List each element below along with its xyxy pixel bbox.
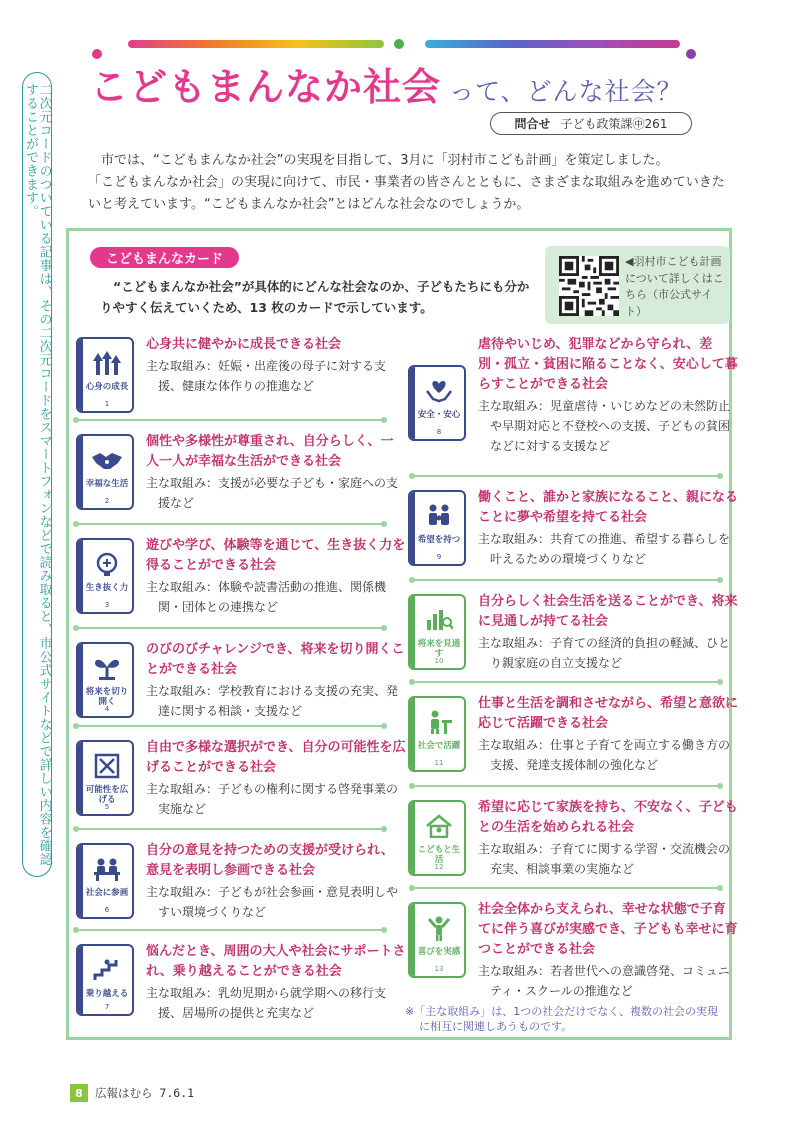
issue-label: 広報はむら 7.6.1: [95, 1086, 195, 1100]
divider: [76, 419, 384, 421]
card-body: [146, 882, 408, 922]
expand-icon: [92, 752, 122, 780]
brain-icon: [92, 550, 122, 578]
title-main: こどもまんなか社会: [90, 65, 442, 109]
card-body-text: 主な取組み：体験や読書活動の推進、関係機関・団体との連携など: [146, 580, 387, 614]
card-body-text: 主な取組み：子育ての経済的負担の軽減、ひとり親家庭の自立支援など: [478, 636, 731, 670]
side-note: [22, 72, 52, 877]
card-body: [146, 473, 408, 513]
card-icon-box: [76, 740, 134, 816]
card-icon-label: 喜びを実感: [417, 947, 461, 957]
card-body-text: 主な取組み：学校教育における支援の充実、発達に関する相談・支援など: [146, 684, 399, 718]
card-title: 働くこと、誰かと家族になること、親になることに夢や希望を持てる社会: [478, 490, 739, 525]
house-icon: [424, 812, 454, 840]
rainbow-bar-left: [128, 40, 384, 48]
divider: [76, 725, 384, 727]
heart-hands-icon: [424, 377, 454, 405]
divider: [76, 929, 384, 931]
card-body: [146, 681, 408, 721]
card-icon-label: 将来を見通す: [417, 639, 461, 659]
title-sub: って、どんな社会？: [449, 77, 683, 106]
divider: [412, 579, 720, 581]
card-body: [146, 356, 408, 396]
intro-paragraph-2: 「こどもまんなか社会」の実現に向けて、市民・事業者の皆さんとともに、さまざまな取組みを進めていきたいと考えています。“こどもまんなか社会”とはどんな社会なのでしょうか。: [88, 175, 725, 212]
card-number: 11: [434, 759, 444, 767]
card-icon-box: [76, 843, 134, 919]
card-title: 心身共に健やかに成長できる社会: [146, 337, 342, 352]
card-title: 遊びや学び、体験等を通じて、生き抜く力を得ることができる社会: [146, 538, 406, 573]
card-body: [478, 633, 740, 673]
green-dot: [394, 39, 404, 49]
card-body-text: 主な取組み：児童虐待・いじめなどの未然防止や早期対応と不登校への支援、子どもの貧困などに対する支援など: [478, 399, 731, 453]
section-description-text: “こどもまんなか社会”が具体的にどんな社会なのか、子どもたちにも分かりやすく伝えていくため、13 枚のカードで示しています。: [100, 279, 530, 315]
card-number: 10: [434, 657, 444, 665]
card-body-text: 主な取組み：子どもが社会参画・意見表明しやすい環境づくりなど: [146, 885, 399, 919]
contact-box: [490, 112, 692, 135]
card-icon-box: [76, 944, 134, 1016]
page-title: [90, 56, 683, 111]
worker-icon: [424, 708, 454, 736]
divider: [412, 887, 720, 889]
card-body-text: 主な取組み：共育ての推進、希望する暮らしを叶えるための環境づくりなど: [478, 532, 731, 566]
side-note-text: 二次元コードのついている記事は、その二次元コードをスマートフォンなどで読み取ると、市公式サイトなどで詳しい内容を確認することができます。: [23, 83, 52, 866]
divider: [412, 475, 720, 477]
card-number: 9: [436, 553, 442, 561]
section-description: [100, 276, 540, 318]
contact-value: 子ども政策課㊥261: [560, 117, 668, 131]
contact-label: 問合せ: [514, 117, 551, 131]
qr-code-icon: [559, 256, 619, 316]
family-icon: [424, 502, 454, 530]
card-number: 8: [436, 428, 442, 436]
card-icon-label: 乗り越える: [85, 989, 129, 999]
sprout-icon: [92, 654, 122, 682]
card-title: 希望に応じて家族を持ち、不安なく、子どもとの生活を始められる社会: [478, 800, 738, 835]
card-icon-box: [408, 490, 466, 566]
card-number: 7: [104, 1003, 110, 1011]
card-body-text: 主な取組み：仕事と子育てを両立する働き方の支援、発達支援体制の強化など: [478, 738, 731, 772]
card-number: 12: [434, 863, 444, 871]
card-icon-box: [76, 538, 134, 614]
growth-arrows-icon: [92, 349, 122, 377]
card-icon-label: 可能性を広げる: [85, 785, 129, 805]
divider: [76, 523, 384, 525]
card-title: 自分らしく社会生活を送ることができ、将来に見通しが持てる社会: [478, 594, 738, 629]
card-icon-label: 心身の成長: [85, 382, 129, 392]
section-label: こどもまんなカード: [90, 247, 239, 268]
rainbow-bar-right: [425, 40, 680, 48]
purple-dot: [686, 49, 696, 59]
card-title: のびのびチャレンジでき、将来を切り開くことができる社会: [146, 642, 405, 677]
card-body-text: 主な取組み：子どもの権利に関する啓発事業の実施など: [146, 782, 399, 816]
qr-code[interactable]: [559, 256, 619, 316]
card-icon-label: 将来を切り開く: [85, 687, 129, 707]
joy-person-icon: [424, 914, 454, 942]
qr-caption: ◀羽村市こども計画について詳しくはこちら（市公式サイト）: [625, 255, 724, 318]
chart-magnifier-icon: [424, 606, 454, 634]
intro-text: [88, 150, 728, 216]
card-title: 自分の意見を持つための支援が受けられ、意見を表明し参画できる社会: [146, 843, 394, 878]
card-icon-label: 安全・安心: [417, 410, 461, 420]
card-body: [478, 735, 740, 775]
card-number: 6: [104, 906, 110, 914]
card-number: 5: [104, 803, 110, 811]
footnote: [405, 1004, 725, 1034]
card-body: [146, 983, 408, 1023]
card-body-text: 主な取組み：若者世代への意識啓発、コミュニティ・スクールの推進など: [478, 964, 730, 998]
card-icon-box: [408, 800, 466, 876]
card-body: [478, 529, 740, 569]
card-icon-box: [408, 594, 466, 670]
card-icon-label: 生き抜く力: [85, 583, 129, 593]
card-icon-box: [76, 642, 134, 718]
card-body-text: 主な取組み：支援が必要な子ども・家庭への支援など: [146, 476, 399, 510]
divider: [76, 828, 384, 830]
people-table-icon: [92, 855, 122, 883]
card-title: 悩んだとき、周囲の大人や社会にサポートされ、乗り越えることができる社会: [146, 944, 406, 979]
divider: [412, 785, 720, 787]
card-icon-label: 幸福な生活: [85, 479, 129, 489]
card-body: [146, 577, 408, 617]
card-icon-box: [408, 696, 466, 772]
footnote-text: ※「主な取組み」は、1つの社会だけでなく、複数の社会の実現に相互に関連しあうものです。: [405, 1005, 718, 1033]
page-number: 8: [70, 1084, 88, 1102]
card-number: 13: [434, 965, 444, 973]
card-number: 1: [104, 400, 110, 408]
card-title: 社会全体から支えられ、幸せな状態で子育てに伴う喜びが実感でき、子どもも幸せに育つことができる社会: [478, 902, 738, 957]
card-icon-label: こどもと生活: [417, 845, 461, 865]
card-title: 虐待やいじめ、犯罪などから守られ、差別・孤立・貧困に陥ることなく、安心して暮らすことができる社会: [478, 337, 738, 392]
stairs-icon: [92, 956, 122, 984]
card-body: [146, 779, 408, 819]
card-number: 4: [104, 705, 110, 713]
card-icon-box: [76, 434, 134, 510]
card-icon-box: [76, 337, 134, 413]
card-body: [478, 839, 740, 879]
card-number: 3: [104, 601, 110, 609]
handshake-icon: [92, 446, 122, 474]
intro-paragraph-1: 市では、“こどもまんなか社会”の実現を目指して、3月に「羽村市こども計画」を策定しました。: [101, 153, 669, 168]
card-title: 仕事と生活を調和させながら、希望と意欲に応じて活躍できる社会: [478, 696, 739, 731]
card-icon-label: 社会に参画: [85, 888, 129, 898]
card-body: [478, 961, 740, 1001]
divider: [76, 627, 384, 629]
card-body-text: 主な取組み：子育てに関する学習・交流機会の充実、相談事業の実施など: [478, 842, 731, 876]
divider: [412, 681, 720, 683]
card-icon-label: 社会で活躍: [417, 741, 461, 751]
card-icon-label: 希望を持つ: [417, 535, 461, 545]
card-icon-box: [408, 365, 466, 441]
card-icon-box: [408, 902, 466, 978]
card-body-text: 主な取組み：乳幼児期から就学期への移行支援、居場所の提供と充実など: [146, 986, 387, 1020]
card-body-text: 主な取組み：妊娠・出産後の母子に対する支援、健康な体作りの推進など: [146, 359, 387, 393]
card-title: 自由で多様な選択ができ、自分の可能性を広げることができる社会: [146, 740, 406, 775]
card-number: 2: [104, 497, 110, 505]
card-body: [478, 396, 740, 456]
card-title: 個性や多様性が尊重され、自分らしく、一人一人が幸福な生活ができる社会: [146, 434, 394, 469]
